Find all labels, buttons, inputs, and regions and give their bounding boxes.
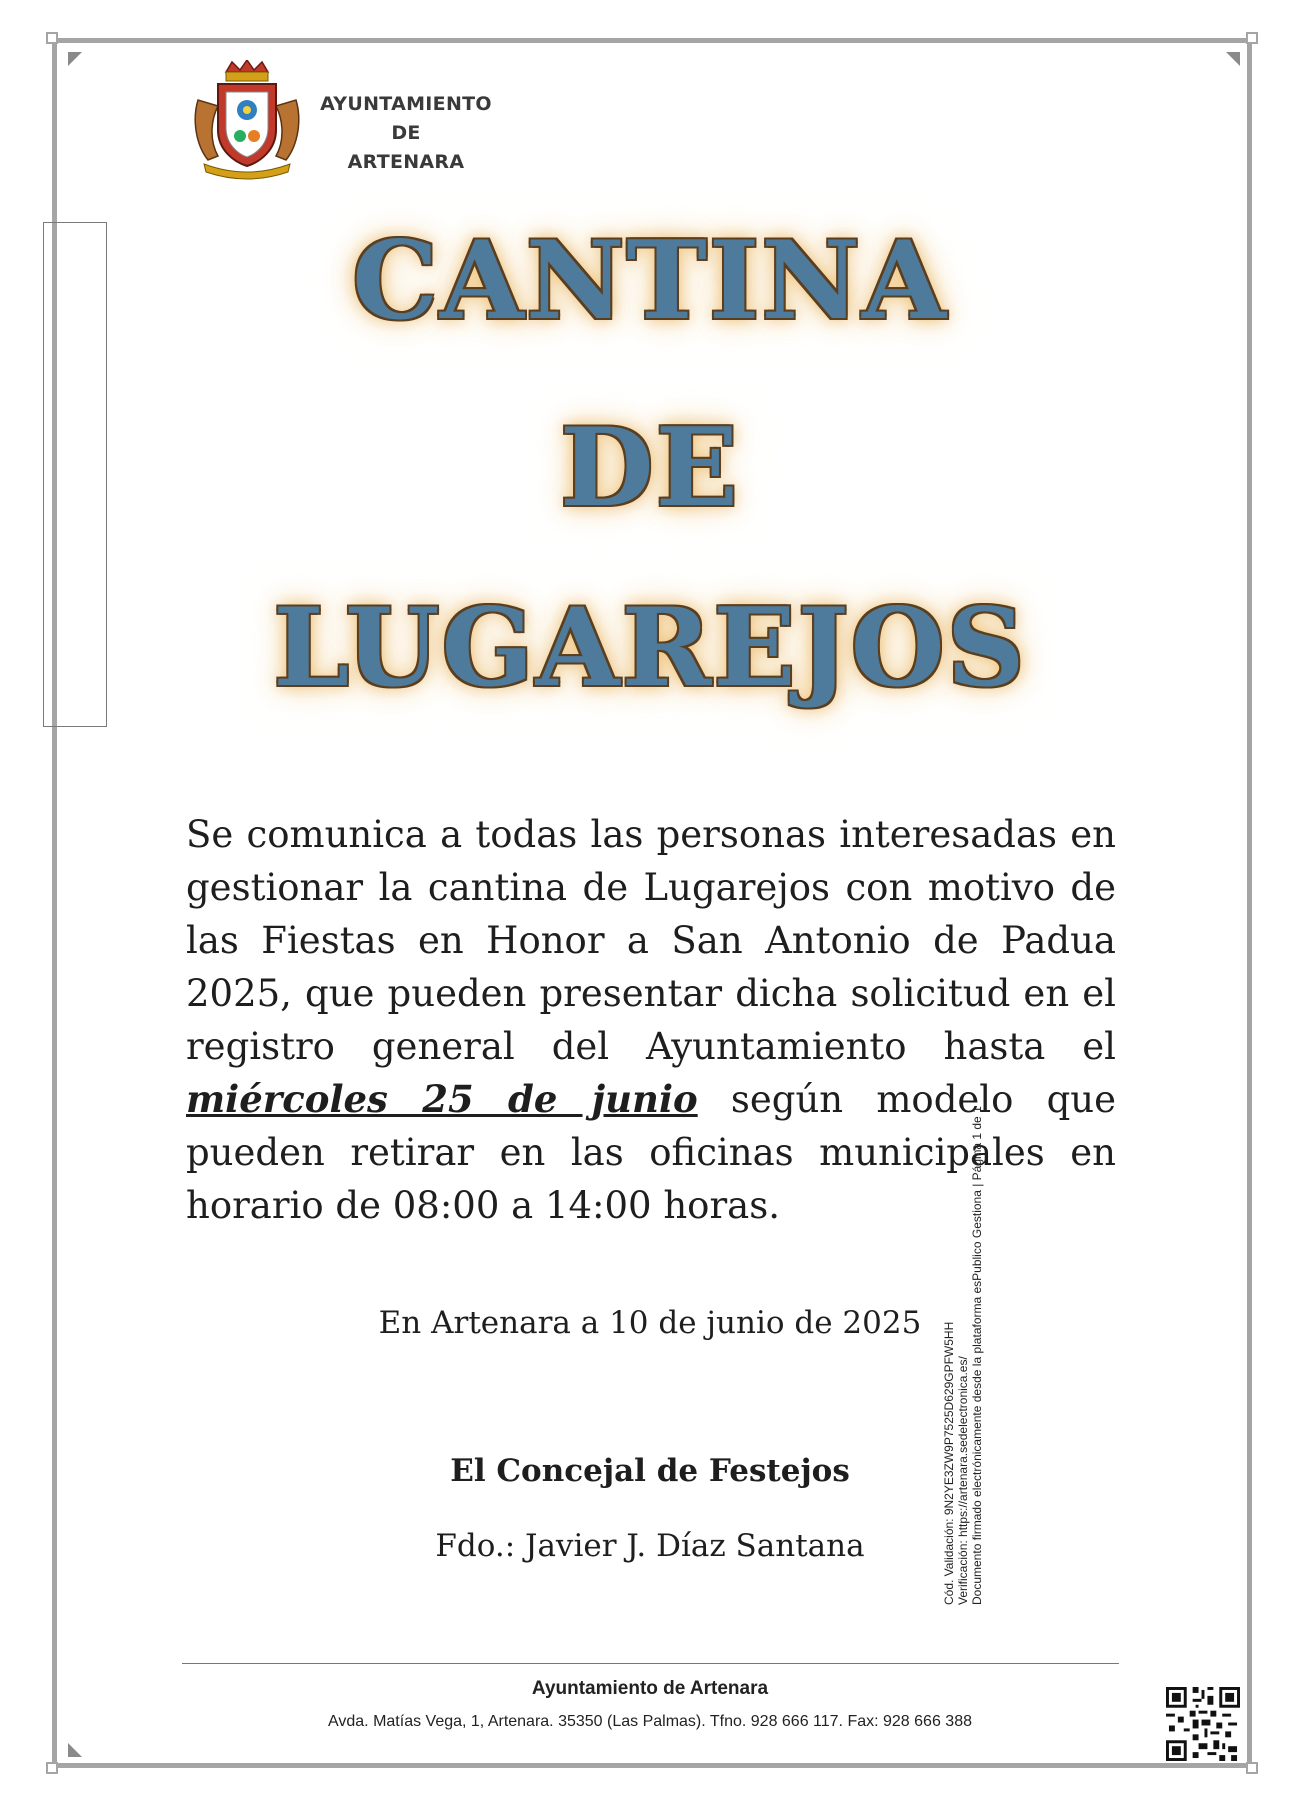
title-line1: CANTINA xyxy=(352,218,948,344)
verification-url: Verificación: https://artenara.sedelectronica.es/ xyxy=(956,1356,970,1605)
signer-name: Fdo.: Javier J. Díaz Santana xyxy=(435,1528,865,1564)
frame-notch xyxy=(46,32,58,44)
signer-title: El Concejal de Festejos xyxy=(450,1453,850,1489)
footer-address: Avda. Matías Vega, 1, Artenara. 35350 (Las Palmas). Tfno. 928 666 117. Fax: 928 666 388 xyxy=(328,1713,972,1730)
verification-stamp xyxy=(942,1045,990,1605)
municipal-logo xyxy=(188,60,500,180)
body-text-part2: según modelo que pueden retirar en las oficinas municipales en horario de 08:00 a 14:00 horas. xyxy=(186,1078,1116,1227)
body-text-part1: Se comunica a todas las personas interesadas en gestionar la cantina de Lugarejos con motivo de las Fiestas en Honor a San Antonio de Padua 2025, que pueden presentar dicha solicitud en el registro general del Ayuntamiento hasta el xyxy=(186,813,1116,1068)
deadline-highlight: miércoles 25 de junio xyxy=(186,1077,698,1121)
coat-of-arms-icon xyxy=(188,60,306,180)
qr-code-icon xyxy=(1166,1687,1240,1761)
signature-stamp-box xyxy=(43,222,107,727)
org-name-line2: ARTENARA xyxy=(347,151,465,173)
corner-mark-top-right xyxy=(1226,52,1240,66)
footer-divider xyxy=(182,1663,1119,1664)
verification-code: Cód. Validación: 9N2YE3ZW9P7525D629GPFW5HH xyxy=(942,1321,956,1605)
corner-mark-bottom-left xyxy=(68,1743,82,1757)
place-date: En Artenara a 10 de junio de 2025 xyxy=(378,1305,922,1341)
corner-mark-top-left xyxy=(68,52,82,66)
org-name-line1: AYUNTAMIENTO DE xyxy=(320,93,492,144)
org-name xyxy=(306,90,506,177)
frame-notch xyxy=(46,1762,58,1774)
footer-org: Ayuntamiento de Artenara xyxy=(531,1678,769,1699)
frame-notch xyxy=(1246,1762,1258,1774)
verification-note: Documento firmado electrónicamente desde la plataforma esPublico Gestiona | Página 1 de 1 xyxy=(970,1106,984,1605)
title-line3: LUGAREJOS xyxy=(273,585,1027,711)
title-line2: DE xyxy=(560,405,740,531)
frame-notch xyxy=(1246,32,1258,44)
